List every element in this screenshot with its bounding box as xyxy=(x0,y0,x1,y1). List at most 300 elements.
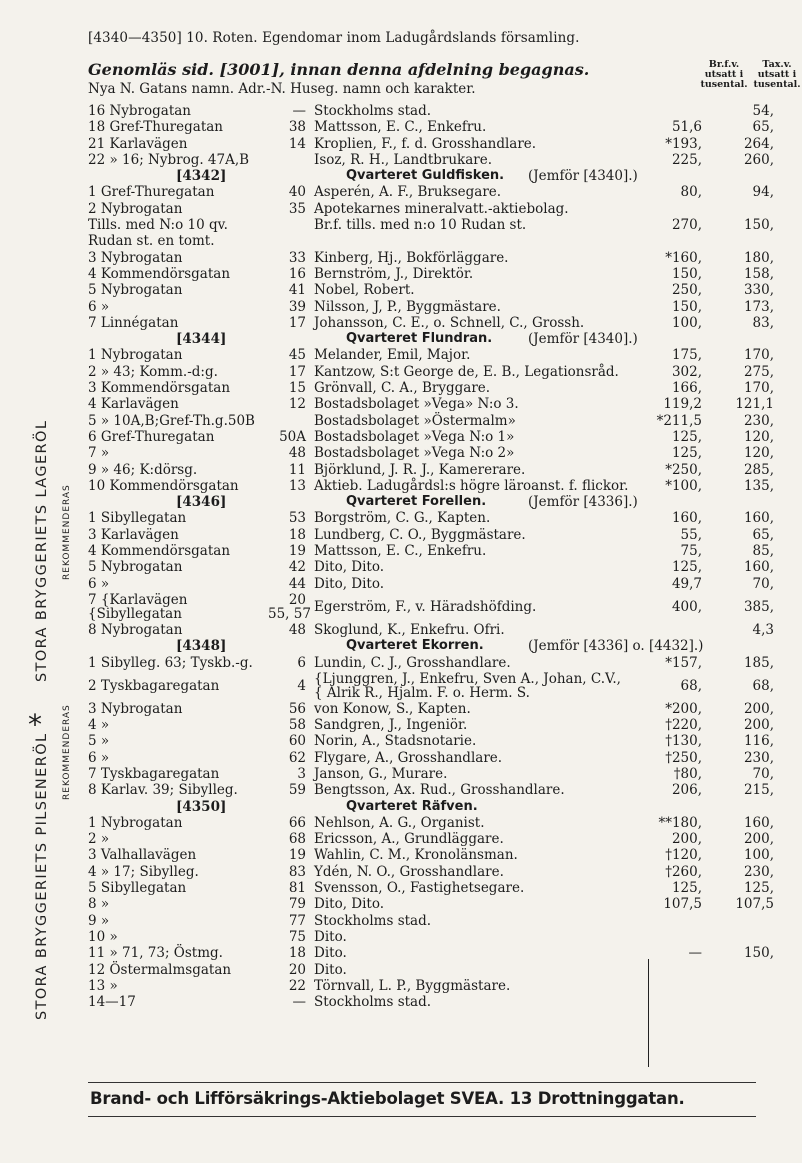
address-number: 77 xyxy=(288,912,306,929)
street-name: 6 » xyxy=(88,298,110,315)
address-number: 81 xyxy=(288,880,306,897)
fire-insurance-value: *160, xyxy=(665,249,702,266)
tax-value: 185, xyxy=(743,654,774,671)
tax-value: 160, xyxy=(743,559,774,576)
address-number-second-line: 55, 57 xyxy=(268,605,311,622)
side-ad-lagerol: STORA BRYGGERIETS LAGERÖL xyxy=(34,419,50,682)
street-name: 7 Linnégatan xyxy=(88,314,179,331)
tax-value: 150, xyxy=(743,217,774,234)
tax-value: 65, xyxy=(752,119,774,136)
property-row xyxy=(88,315,778,331)
street-name: 5 Sibyllegatan xyxy=(88,880,187,897)
tax-value: 121,1 xyxy=(735,396,774,413)
owner-name: Bostadsbolaget »Vega N:o 1» xyxy=(314,428,515,445)
tax-value: 215, xyxy=(743,782,774,799)
tax-value: 330, xyxy=(743,282,774,299)
tax-value: 4,3 xyxy=(752,621,774,638)
property-row xyxy=(88,622,778,638)
side-ad-lagerol-sub: REKOMMENDERAS xyxy=(62,484,72,580)
street-name: 7 Tyskbagaregatan xyxy=(88,765,220,782)
tax-value: 170, xyxy=(743,347,774,364)
tax-value: 68, xyxy=(752,677,774,694)
tax-value: 180, xyxy=(743,249,774,266)
owner-name: Björklund, J. R. J., Kamererare. xyxy=(314,461,526,478)
tax-value: 125, xyxy=(743,880,774,897)
owner-name: von Konow, S., Kapten. xyxy=(314,700,471,717)
street-name: 1 Sibyllegatan xyxy=(88,510,187,527)
owner-name: Janson, G., Murare. xyxy=(314,765,448,782)
fire-insurance-value: 166, xyxy=(671,380,702,397)
quarter-heading xyxy=(88,638,778,654)
street-name: 2 Nybrogatan xyxy=(88,200,183,217)
property-row xyxy=(88,717,778,733)
footer-top-rule xyxy=(88,1082,756,1083)
address-number: 14 xyxy=(288,135,306,152)
tax-value: 65, xyxy=(752,526,774,543)
address-number: 11 xyxy=(288,461,306,478)
property-row xyxy=(88,847,778,863)
street-name: 7 {Karlavägen xyxy=(88,591,188,608)
property-row xyxy=(88,119,778,135)
property-row xyxy=(88,233,778,249)
quarter-reference: (Jemför [4340].) xyxy=(528,168,638,185)
street-name: 12 Östermalmsgatan xyxy=(88,961,232,978)
fire-insurance-value: 125, xyxy=(671,428,702,445)
column-header-block xyxy=(88,58,801,104)
property-row xyxy=(88,543,778,559)
street-name: Rudan st. en tomt. xyxy=(88,233,215,250)
owner-name: Flygare, A., Grosshandlare. xyxy=(314,749,503,766)
address-number: 12 xyxy=(288,396,306,413)
street-name: 3 Nybrogatan xyxy=(88,700,183,717)
address-number: 56 xyxy=(288,700,306,717)
address-number: 40 xyxy=(288,184,306,201)
address-number: 45 xyxy=(288,347,306,364)
street-name: 10 » xyxy=(88,928,118,945)
address-number: — xyxy=(292,994,306,1011)
owner-name: Melander, Emil, Major. xyxy=(314,347,471,364)
fire-insurance-value: 175, xyxy=(671,347,702,364)
property-row xyxy=(88,347,778,363)
property-row xyxy=(88,880,778,896)
tax-value: 158, xyxy=(743,265,774,282)
fire-insurance-value: †220, xyxy=(665,717,702,734)
property-row xyxy=(88,478,778,494)
address-number: 16 xyxy=(288,265,306,282)
street-name: 22 » 16; Nybrog. 47A,B xyxy=(88,151,250,168)
fire-insurance-value: 206, xyxy=(671,782,702,799)
property-row xyxy=(88,592,778,622)
street-name: 6 Gref-Thuregatan xyxy=(88,428,215,445)
quarter-title: Qvarteret Räfven. xyxy=(346,798,478,814)
address-number: 41 xyxy=(288,282,306,299)
tax-value: 107,5 xyxy=(735,896,774,913)
address-number: 18 xyxy=(288,945,306,962)
property-row xyxy=(88,429,778,445)
owner-name: Kantzow, S:t George de, E. B., Legationsråd. xyxy=(314,363,619,380)
street-name: 6 » xyxy=(88,575,110,592)
tax-value: 54, xyxy=(752,103,774,119)
tax-value: 94, xyxy=(752,184,774,201)
fire-insurance-value: *211,5 xyxy=(656,412,702,429)
brace-rule xyxy=(648,959,649,1067)
fire-insurance-value: †80, xyxy=(673,765,702,782)
owner-name: Nobel, Robert. xyxy=(314,282,415,299)
tax-value: 200, xyxy=(743,700,774,717)
quarter-title: Qvarteret Flundran. xyxy=(346,331,493,347)
address-number: 60 xyxy=(288,733,306,750)
owner-name: Skoglund, K., Enkefru. Ofri. xyxy=(314,621,505,638)
street-name: 18 Gref-Thuregatan xyxy=(88,119,223,136)
property-row xyxy=(88,250,778,266)
owner-name: Johansson, C. E., o. Schnell, C., Grossh. xyxy=(314,314,585,331)
tax-value: 135, xyxy=(743,477,774,494)
side-ad-pilsenerol-sub: REKOMMENDERAS xyxy=(62,704,72,800)
fire-insurance-value: 100, xyxy=(671,314,702,331)
fire-insurance-value: 125, xyxy=(671,880,702,897)
fire-insurance-value: 119,2 xyxy=(663,396,702,413)
property-row xyxy=(88,217,778,233)
property-row xyxy=(88,750,778,766)
property-row xyxy=(88,945,778,961)
tax-value: 173, xyxy=(743,298,774,315)
address-number: 19 xyxy=(288,847,306,864)
street-name: 3 Nybrogatan xyxy=(88,249,183,266)
property-row xyxy=(88,559,778,575)
fire-insurance-value: 107,5 xyxy=(663,896,702,913)
street-name: 8 » xyxy=(88,896,110,913)
street-name: 9 » 46; K:dörsg. xyxy=(88,461,198,478)
quarter-code: [4350] xyxy=(176,798,227,815)
quarter-title: Qvarteret Guldfisken. xyxy=(346,168,505,184)
property-row xyxy=(88,396,778,412)
owner-name: Lundin, C. J., Grosshandlare. xyxy=(314,654,511,671)
tax-value: 85, xyxy=(752,543,774,560)
fire-insurance-value: 302, xyxy=(671,363,702,380)
fire-insurance-value: 270, xyxy=(671,217,702,234)
owner-name: Ydén, N. O., Grosshandlare. xyxy=(314,863,504,880)
property-row xyxy=(88,733,778,749)
street-name: 9 » xyxy=(88,912,110,929)
owner-name: Bernström, J., Direktör. xyxy=(314,265,474,282)
address-number: 13 xyxy=(288,477,306,494)
owner-name: Svensson, O., Fastighetsegare. xyxy=(314,880,525,897)
address-number: 66 xyxy=(288,814,306,831)
fire-insurance-value: 150, xyxy=(671,265,702,282)
street-name: 3 Kommendörsgatan xyxy=(88,380,231,397)
fire-insurance-value: 75, xyxy=(680,543,702,560)
property-row xyxy=(88,266,778,282)
property-row xyxy=(88,201,778,217)
street-name: 5 » 10A,B;Gref-Th.g.50B xyxy=(88,412,255,429)
street-name: 21 Karlavägen xyxy=(88,135,188,152)
tax-value: 275, xyxy=(743,363,774,380)
address-number: 44 xyxy=(288,575,306,592)
address-number: 17 xyxy=(288,363,306,380)
owner-name: Br.f. tills. med n:o 10 Rudan st. xyxy=(314,217,527,234)
tax-value: 160, xyxy=(743,510,774,527)
street-name: 1 Nybrogatan xyxy=(88,347,183,364)
quarter-reference: (Jemför [4336] o. [4432].) xyxy=(528,638,704,655)
tax-value: 70, xyxy=(752,765,774,782)
street-name: 2 » xyxy=(88,831,110,848)
fire-insurance-value: 250, xyxy=(671,282,702,299)
street-name: 8 Karlav. 39; Sibylleg. xyxy=(88,782,238,799)
owner-name: Dito. xyxy=(314,928,347,945)
owner-name: Bostadsbolaget »Vega N:o 2» xyxy=(314,445,515,462)
address-number: 53 xyxy=(288,510,306,527)
address-number: 48 xyxy=(288,621,306,638)
owner-name: Lundberg, C. O., Byggmästare. xyxy=(314,526,526,543)
tax-column-head: Tax.v. utsatt i tusental. xyxy=(753,59,801,90)
property-row xyxy=(88,831,778,847)
address-number: 33 xyxy=(288,249,306,266)
fire-insurance-value: 51,6 xyxy=(671,119,702,136)
owner-name: Sandgren, J., Ingeniör. xyxy=(314,717,468,734)
address-number: 50A xyxy=(279,428,306,445)
street-name: 1 Sibylleg. 63; Tyskb.-g. xyxy=(88,654,253,671)
tax-value: 160, xyxy=(743,814,774,831)
tax-value: 120, xyxy=(743,428,774,445)
address-number: 35 xyxy=(288,200,306,217)
fire-insurance-value: 49,7 xyxy=(671,575,702,592)
property-row xyxy=(88,103,778,119)
property-row xyxy=(88,671,778,701)
address-number: 38 xyxy=(288,119,306,136)
owner-name: Nilsson, J, P., Byggmästare. xyxy=(314,298,501,315)
street-name: 8 Nybrogatan xyxy=(88,621,183,638)
property-row xyxy=(88,896,778,912)
owner-name: Wahlin, C. M., Kronolänsman. xyxy=(314,847,518,864)
owner-name: Norin, A., Stadsnotarie. xyxy=(314,733,477,750)
property-row xyxy=(88,929,778,945)
property-row xyxy=(88,364,778,380)
owner-name: Bengtsson, Ax. Rud., Grosshandlare. xyxy=(314,782,565,799)
property-row xyxy=(88,913,778,929)
owner-name: Borgström, C. G., Kapten. xyxy=(314,510,491,527)
address-number: 6 xyxy=(297,654,306,671)
side-ad-pilsenerol: STORA BRYGGERIETS PILSENERÖL xyxy=(34,732,50,1020)
tax-value: 200, xyxy=(743,717,774,734)
footer-advertisement: Brand- och Lifförsäkrings-Aktiebolaget SVEA. 13 Drottninggatan. xyxy=(90,1089,685,1108)
tax-value: 285, xyxy=(743,461,774,478)
quarter-heading xyxy=(88,331,778,347)
property-row xyxy=(88,815,778,831)
tax-value: 116, xyxy=(743,733,774,750)
quarter-title: Qvarteret Forellen. xyxy=(346,494,487,510)
tax-value: 264, xyxy=(743,135,774,152)
owner-name-second-line: { Alrik R., Hjalm. F. o. Herm. S. xyxy=(314,684,530,701)
quarter-code: [4348] xyxy=(176,638,227,655)
street-name: Tills. med N:o 10 qv. xyxy=(88,217,228,234)
property-row xyxy=(88,782,778,798)
owner-name: Dito. xyxy=(314,961,347,978)
owner-name: Ericsson, A., Grundläggare. xyxy=(314,831,504,848)
owner-name: Dito. xyxy=(314,945,347,962)
quarter-heading xyxy=(88,799,778,815)
owner-name: Stockholms stad. xyxy=(314,994,432,1011)
address-number: 75 xyxy=(288,928,306,945)
street-name: 7 » xyxy=(88,445,110,462)
address-number: 79 xyxy=(288,896,306,913)
street-name: 4 » xyxy=(88,717,110,734)
tax-value: 120, xyxy=(743,445,774,462)
star-ornament-icon: * xyxy=(28,708,42,741)
address-number: 42 xyxy=(288,559,306,576)
tax-value: 260, xyxy=(743,151,774,168)
street-name: 4 Kommendörsgatan xyxy=(88,265,231,282)
address-number: 59 xyxy=(288,782,306,799)
owner-name: Mattsson, E. C., Enkefru. xyxy=(314,543,487,560)
address-number: 48 xyxy=(288,445,306,462)
fire-insurance-value: — xyxy=(688,945,702,962)
owner-name: Mattsson, E. C., Enkefru. xyxy=(314,119,487,136)
property-row xyxy=(88,655,778,671)
quarter-title: Qvarteret Ekorren. xyxy=(346,638,484,654)
property-row xyxy=(88,380,778,396)
address-number: — xyxy=(292,103,306,119)
quarter-code: [4342] xyxy=(176,168,227,185)
owner-name: Asperén, A. F., Bruksegare. xyxy=(314,184,502,201)
owner-name: Stockholms stad. xyxy=(314,103,432,119)
tax-value: 170, xyxy=(743,380,774,397)
address-number: 17 xyxy=(288,314,306,331)
street-name: 3 Karlavägen xyxy=(88,526,179,543)
address-number: 4 xyxy=(297,677,306,694)
fire-insurance-value: 200, xyxy=(671,831,702,848)
owner-name: Bostadsbolaget »Vega» N:o 3. xyxy=(314,396,519,413)
fire-insurance-value: †120, xyxy=(665,847,702,864)
property-row xyxy=(88,445,778,461)
street-name: 4 Karlavägen xyxy=(88,396,179,413)
address-number: 62 xyxy=(288,749,306,766)
fire-insurance-value: **180, xyxy=(658,814,702,831)
owner-name: Aktieb. Ladugårdsl:s högre läroanst. f. flickor. xyxy=(314,477,629,494)
footer-bottom-rule xyxy=(88,1116,756,1117)
tax-value: 230, xyxy=(743,412,774,429)
address-number: 3 xyxy=(297,765,306,782)
tax-value: 200, xyxy=(743,831,774,848)
fire-insurance-value: *157, xyxy=(665,654,702,671)
street-name: 4 » 17; Sibylleg. xyxy=(88,863,199,880)
owner-name: Dito, Dito. xyxy=(314,559,385,576)
street-name: 3 Valhallavägen xyxy=(88,847,197,864)
fire-insurance-value: 125, xyxy=(671,559,702,576)
owner-name: Dito, Dito. xyxy=(314,575,385,592)
street-name: 2 » 43; Komm.-d:g. xyxy=(88,363,218,380)
street-name: 5 Nybrogatan xyxy=(88,282,183,299)
street-name: 5 » xyxy=(88,733,110,750)
street-name: 11 » 71, 73; Östmg. xyxy=(88,945,223,962)
address-number: 15 xyxy=(288,380,306,397)
address-number: 58 xyxy=(288,717,306,734)
street-name: 1 Nybrogatan xyxy=(88,814,183,831)
property-row xyxy=(88,962,778,978)
tax-value: 150, xyxy=(743,945,774,962)
address-number: 18 xyxy=(288,526,306,543)
address-number: 22 xyxy=(288,977,306,994)
property-row xyxy=(88,136,778,152)
street-name-second-line: {Sibyllegatan xyxy=(88,605,182,622)
property-list xyxy=(88,103,778,1010)
address-number: 39 xyxy=(288,298,306,315)
quarter-code: [4346] xyxy=(176,494,227,511)
owner-name: Törnvall, L. P., Byggmästare. xyxy=(314,977,511,994)
street-name: 5 Nybrogatan xyxy=(88,559,183,576)
fire-insurance-value: †260, xyxy=(665,863,702,880)
owner-name: Kroplien, F., f. d. Grosshandlare. xyxy=(314,135,537,152)
property-row xyxy=(88,462,778,478)
quarter-code: [4344] xyxy=(176,331,227,348)
fire-insurance-value: †130, xyxy=(665,733,702,750)
owner-name: Isoz, R. H., Landtbrukare. xyxy=(314,151,493,168)
owner-name: Nehlson, A. G., Organist. xyxy=(314,814,485,831)
property-row xyxy=(88,413,778,429)
street-name: 14—17 xyxy=(88,994,136,1011)
street-name: 6 » xyxy=(88,749,110,766)
quarter-reference: (Jemför [4336].) xyxy=(528,494,638,511)
street-name: 2 Tyskbagaregatan xyxy=(88,677,220,694)
owner-name: Dito, Dito. xyxy=(314,896,385,913)
owner-name: Grönvall, C. A., Bryggare. xyxy=(314,380,491,397)
tax-value: 385, xyxy=(743,598,774,615)
column-names: Nya N. Gatans namn. Adr.-N. Huseg. namn och karakter. xyxy=(88,81,476,97)
owner-name: Stockholms stad. xyxy=(314,912,432,929)
tax-value: 83, xyxy=(752,314,774,331)
owner-name: Egerström, F., v. Häradshöfding. xyxy=(314,598,537,615)
quarter-heading xyxy=(88,168,778,184)
quarter-reference: (Jemför [4340].) xyxy=(528,331,638,348)
fire-insurance-value: *200, xyxy=(665,700,702,717)
fire-insurance-value: *193, xyxy=(665,135,702,152)
address-number: 20 xyxy=(288,961,306,978)
owner-name: Kinberg, Hj., Bokförläggare. xyxy=(314,249,509,266)
property-row xyxy=(88,994,778,1010)
property-row xyxy=(88,576,778,592)
street-name: 4 Kommendörsgatan xyxy=(88,543,231,560)
owner-name: Apotekarnes mineralvatt.-aktiebolag. xyxy=(314,200,569,217)
fire-insurance-value: 80, xyxy=(680,184,702,201)
quarter-heading xyxy=(88,494,778,510)
fire-insurance-value: 225, xyxy=(671,151,702,168)
fire-insurance-value: 400, xyxy=(671,598,702,615)
bf-column-head: Br.f.v. utsatt i tusental. xyxy=(700,59,748,90)
property-row xyxy=(88,978,778,994)
fire-insurance-value: *100, xyxy=(665,477,702,494)
property-row xyxy=(88,282,778,298)
tax-value: 230, xyxy=(743,863,774,880)
address-number: 19 xyxy=(288,543,306,560)
property-row xyxy=(88,510,778,526)
property-row xyxy=(88,527,778,543)
property-row xyxy=(88,184,778,200)
owner-name: {Ljunggren, J., Enkefru, Sven A., Johan, C.V., xyxy=(314,670,621,687)
fire-insurance-value: 55, xyxy=(680,526,702,543)
fire-insurance-value: †250, xyxy=(665,749,702,766)
fire-insurance-value: 160, xyxy=(671,510,702,527)
street-name: 10 Kommendörsgatan xyxy=(88,477,239,494)
property-row xyxy=(88,766,778,782)
property-row xyxy=(88,152,778,168)
fire-insurance-value: *250, xyxy=(665,461,702,478)
page-header: [4340—4350] 10. Roten. Egendomar inom Ladugårdslands församling. xyxy=(88,30,580,46)
fire-insurance-value: 150, xyxy=(671,298,702,315)
fire-insurance-value: 125, xyxy=(671,445,702,462)
fire-insurance-value: 68, xyxy=(680,677,702,694)
tax-value: 230, xyxy=(743,749,774,766)
property-row xyxy=(88,864,778,880)
street-name: 1 Gref-Thuregatan xyxy=(88,184,215,201)
